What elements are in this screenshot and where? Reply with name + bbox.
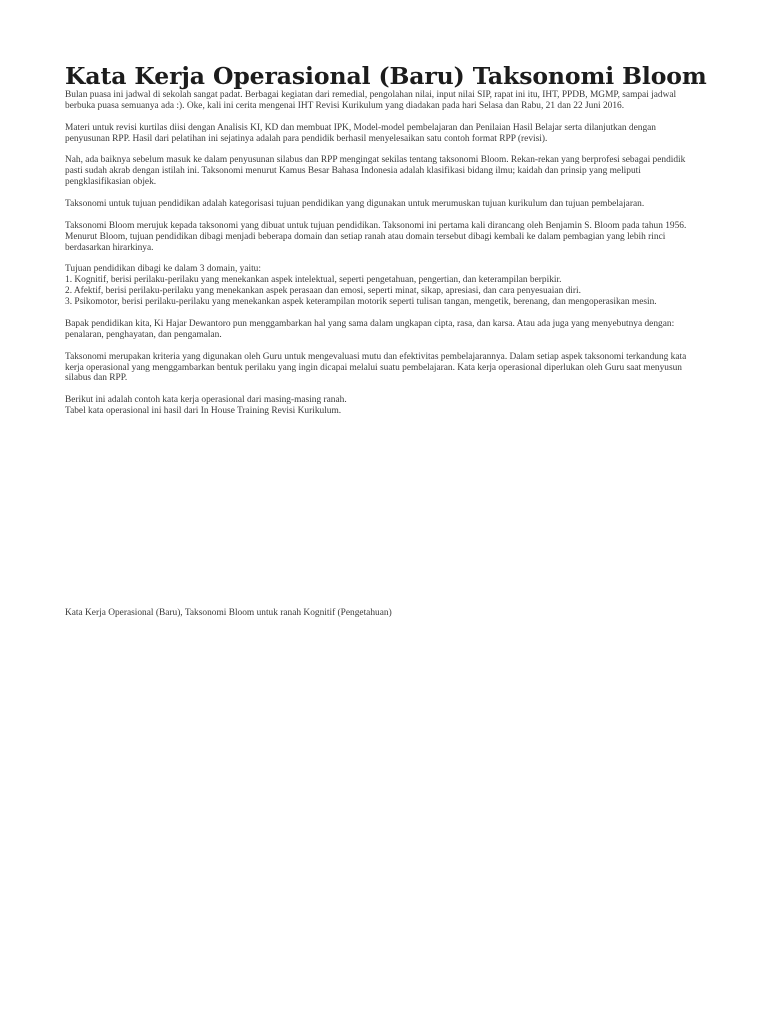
article-body — [65, 90, 705, 417]
paragraph-line: Tujuan pendidikan dibagi ke dalam 3 domain, yaitu: — [65, 264, 261, 275]
article — [65, 62, 705, 417]
paragraph-line: 2. Afektif, berisi perilaku-perilaku yang menekankan aspek perasaan dan emosi, seperti minat, sikap, apresiasi, dan cara penyesuaian diri. — [65, 286, 581, 297]
paragraph-gap — [65, 384, 705, 395]
paragraph-line: Taksonomi untuk tujuan pendidikan adalah kategorisasi tujuan pendidikan yang digunakan untuk merumuskan tujuan kurikulum dan tujuan pembelajaran. — [65, 199, 645, 210]
paragraph — [65, 352, 705, 385]
paragraph-gap — [65, 308, 705, 319]
paragraph-line: pasti sudah akrab dengan istilah ini. Taksonomi menurut Kamus Besar Bahasa Indonesia adalah klasifikasi bidang ilmu; kaidah dan prinsip yang meliputi — [65, 166, 641, 177]
paragraph — [65, 199, 705, 210]
paragraph — [65, 395, 705, 417]
paragraph — [65, 90, 705, 112]
paragraph-line: Materi untuk revisi kurtilas diisi dengan Analisis KI, KD dan membuat IPK, Model-model pembelajaran dan Penilaian Hasil Belajar serta dilanjutkan dengan — [65, 122, 656, 133]
paragraph — [65, 221, 705, 254]
paragraph-line: Bulan puasa ini jadwal di sekolah sangat padat. Berbagai kegiatan dari remedial, pengolahan nilai, input nilai SIP, rapat ini itu, IHT, PPDB, MGMP, sampai jadwal — [65, 90, 677, 100]
paragraph — [65, 264, 705, 308]
paragraph-line: Tabel kata operasional ini hasil dari In House Training Revisi Kurikulum. — [65, 406, 342, 417]
paragraph — [65, 155, 705, 188]
paragraph-line: silabus dan RPP. — [65, 373, 128, 384]
paragraph — [65, 319, 705, 341]
table-caption: Kata Kerja Operasional (Baru), Taksonomi Bloom untuk ranah Kognitif (Pengetahuan) — [65, 608, 392, 618]
paragraph-line: Menurut Bloom, tujuan pendidikan dibagi menjadi beberapa domain dan setiap ranah atau domain tersebut dibagi kembali ke dalam pembagian yang lebih rinci — [65, 231, 666, 242]
paragraph-line: Taksonomi merupakan kriteria yang digunakan oleh Guru untuk mengevaluasi mutu dan efektivitas pembelajarannya. Dalam setiap aspek taksonomi terkandung kata — [65, 351, 687, 362]
article-title: Kata Kerja Operasional (Baru) Taksonomi Bloom — [65, 62, 707, 90]
paragraph-line: 3. Psikomotor, berisi perilaku-perilaku yang menekankan aspek keterampilan motorik seperti tulisan tangan, mengetik, berenang, dan mengoperasikan mesin. — [65, 297, 657, 308]
paragraph — [65, 123, 705, 145]
paragraph-gap — [65, 341, 705, 352]
paragraph-line: penalaran, penghayatan, dan pengamalan. — [65, 329, 222, 340]
paragraph-line: kerja operasional yang menggambarkan bentuk perilaku yang ingin dicapai melalui suatu pembelajaran. Kata kerja operasional diperlukan oleh Guru saat menyusun — [65, 362, 682, 373]
paragraph-line: pengklasifikasian objek. — [65, 177, 157, 188]
paragraph-gap — [65, 112, 705, 123]
paragraph-gap — [65, 145, 705, 156]
paragraph-line: Taksonomi Bloom merujuk kepada taksonomi yang dibuat untuk tujuan pendidikan. Taksonomi ini pertama kali dirancang oleh Benjamin S. Bloom pada tahun 1956. — [65, 220, 687, 231]
paragraph-line: 1. Kognitif, berisi perilaku-perilaku yang menekankan aspek intelektual, seperti pengetahuan, pengertian, dan keterampilan berpikir. — [65, 275, 562, 286]
paragraph-gap — [65, 188, 705, 199]
paragraph-gap — [65, 210, 705, 221]
paragraph-line: berbuka puasa semuanya ada :). Oke, kali ini cerita mengenai IHT Revisi Kurikulum yang diadakan pada hari Selasa dan Rabu, 21 dan 22 Juni 2016. — [65, 100, 625, 111]
paragraph-gap — [65, 254, 705, 265]
paragraph-line: Berikut ini adalah contoh kata kerja operasional dari masing-masing ranah. — [65, 395, 347, 406]
paragraph-line: Bapak pendidikan kita, Ki Hajar Dewantoro pun menggambarkan hal yang sama dalam ungkapan cipta, rasa, dan karsa. Atau ada juga yang menyebutnya dengan: — [65, 318, 675, 329]
paragraph-line: berdasarkan hirarkinya. — [65, 242, 154, 253]
paragraph-line: penyusunan RPP. Hasil dari pelatihan ini sejatinya adalah para pendidik berhasil menyelesaikan satu contoh format RPP (revisi). — [65, 133, 548, 144]
paragraph-line: Nah, ada baiknya sebelum masuk ke dalam penyusunan silabus dan RPP mengingat sekilas tentang taksonomi Bloom. Rekan-rekan yang berprofesi sebagai pendidik — [65, 155, 686, 166]
